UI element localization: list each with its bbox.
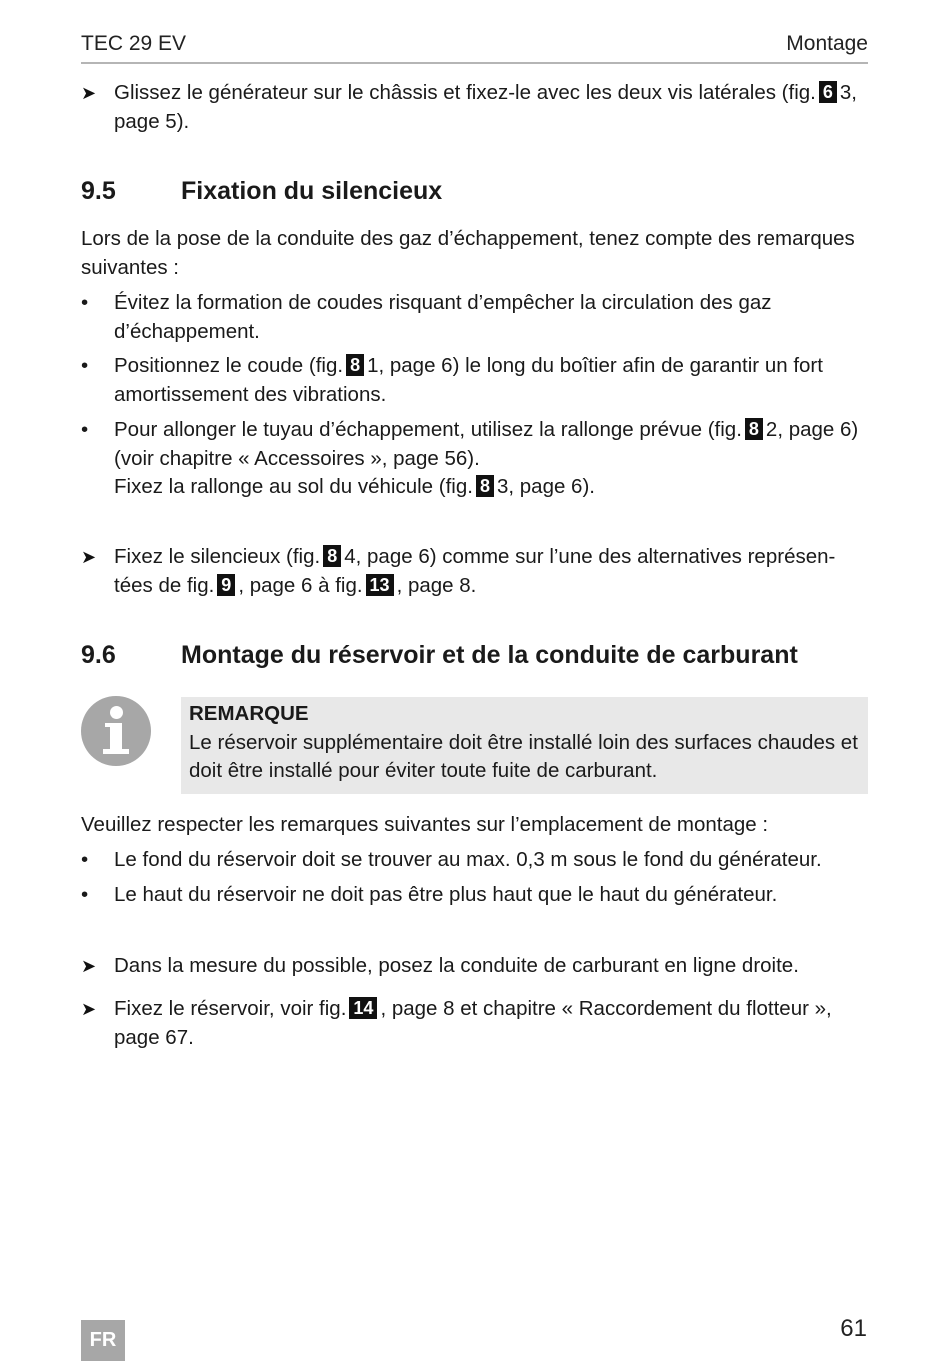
figure-badge: 8 [346, 354, 364, 376]
section-heading-9-5 [81, 177, 442, 206]
document-title: TEC 29 EV [81, 32, 187, 55]
note-text: Le réservoir supplémentaire doit être installé loin des surfaces chaudes et doit être installé pour éviter toute fuite de carburant. [189, 730, 858, 782]
paragraph: Veuillez respecter les remarques suivantes sur l’emplacement de montage : [81, 813, 769, 836]
bullet-text: Le fond du réservoir doit se trouver au max. 0,3 m sous le fond du générateur. [114, 848, 822, 871]
bullet-text: Fixez la rallonge au sol du véhicule (fig. [114, 475, 473, 498]
figure-badge: 9 [217, 574, 235, 596]
step-text: Glissez le générateur sur le châssis et fixez-le avec les deux vis latérales (fig. [114, 81, 816, 104]
step-text: page 5). [114, 109, 190, 133]
section-title: Montage du réservoir et de la conduite de carburant [181, 641, 798, 669]
bullet-icon: • [81, 354, 89, 377]
step-text: 3, [839, 81, 857, 104]
figure-badge: 6 [819, 81, 837, 103]
step-text: page 67. [114, 1025, 194, 1049]
arrow-icon: ➤ [81, 999, 97, 1019]
figure-badge: 8 [476, 475, 494, 497]
instruction-step [81, 543, 871, 600]
instruction-step [81, 952, 871, 981]
info-icon [81, 696, 151, 766]
bullet-icon: • [81, 883, 89, 906]
bullet-text: Pour allonger le tuyau d’échappement, utilisez la rallonge prévue (fig. [114, 418, 742, 441]
step-text: , page 6 à fig. [238, 573, 363, 597]
arrow-icon: ➤ [81, 83, 97, 103]
figure-badge: 13 [366, 574, 394, 596]
step-text: Dans la mesure du possible, posez la conduite de carburant en ligne droite. [114, 954, 799, 977]
figure-badge: 8 [745, 418, 763, 440]
figure-badge: 14 [349, 997, 377, 1019]
step-text: 4, page 6) comme sur l’une des alternatives représen- tées de fig. [114, 545, 836, 597]
section-number: 9.6 [81, 641, 116, 669]
bullet-item [81, 881, 871, 910]
bullet-item [81, 416, 871, 502]
instruction-step [81, 79, 871, 136]
step-text: , page 8. [396, 573, 477, 597]
instruction-step [81, 995, 871, 1052]
page-number: 61 [840, 1315, 867, 1342]
bullet-text: Évitez la formation de coudes risquant d’empêcher la circulation des gaz d’échappement. [114, 291, 772, 343]
bullet-item [81, 846, 871, 875]
section-title: Fixation du silencieux [181, 177, 443, 205]
paragraph: Lors de la pose de la conduite des gaz d’échappement, tenez compte des remarques suivantes : [81, 227, 855, 279]
chapter-title: Montage [786, 32, 868, 55]
note-title: REMARQUE [189, 702, 309, 725]
arrow-icon: ➤ [81, 956, 97, 976]
section-number: 9.5 [81, 177, 116, 205]
bullet-text: 3, page 6). [496, 475, 595, 498]
figure-badge: 8 [323, 545, 341, 567]
bullet-text: 2, page 6) (voir chapitre « Accessoires », page 56). [114, 418, 859, 470]
language-badge: FR [81, 1320, 125, 1361]
section-heading-9-6 [81, 641, 798, 670]
bullet-text: Positionnez le coude (fig. [114, 354, 344, 377]
bullet-icon: • [81, 291, 89, 314]
step-text: , page 8 et chapitre « Raccordement du flotteur », [380, 997, 832, 1020]
bullet-icon: • [81, 418, 89, 441]
step-text: Fixez le silencieux (fig. [114, 545, 321, 568]
arrow-icon: ➤ [81, 547, 97, 567]
bullet-text: Le haut du réservoir ne doit pas être plus haut que le haut du générateur. [114, 883, 778, 906]
bullet-item [81, 289, 871, 346]
step-text: Fixez le réservoir, voir fig. [114, 997, 347, 1020]
bullet-text: 1, page 6) le long du boîtier afin de garantir un fort amortissement des vibrations. [114, 354, 823, 406]
page-header [81, 30, 868, 64]
bullet-icon: • [81, 848, 89, 871]
bullet-item [81, 352, 871, 409]
note-box [181, 697, 868, 794]
